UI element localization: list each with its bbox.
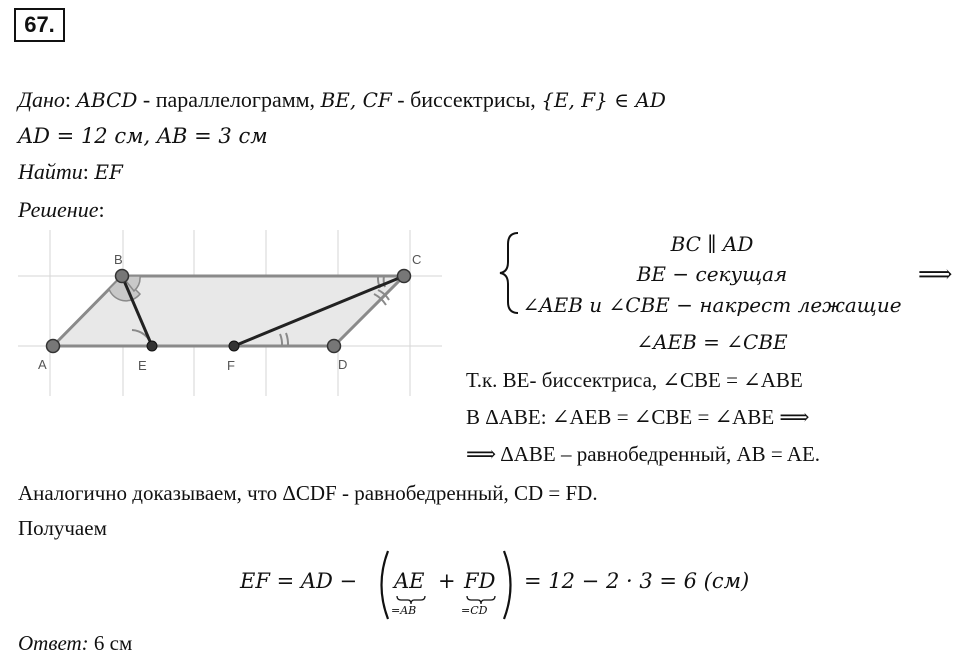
under-ae: =AB xyxy=(391,604,417,617)
under-fd: =CD xyxy=(461,604,488,617)
system-line-2: BE − секущая xyxy=(636,262,788,286)
label-c: C xyxy=(412,252,422,267)
formula-left: EF = AD − xyxy=(240,569,358,593)
given-desc-2: - биссектрисы, xyxy=(391,87,542,112)
step-3: ⟹ ΔABE – равнобедренный, AB = AE. xyxy=(466,442,821,466)
formula-open-paren xyxy=(372,549,392,621)
answer-line xyxy=(18,629,132,657)
formula-ae: AE xyxy=(394,569,425,593)
point-b xyxy=(116,270,129,283)
answer-label: Ответ: xyxy=(18,631,89,655)
step-1: Т.к. BE- биссектриса, ∠CBE = ∠ABE xyxy=(466,368,803,392)
system-line-3: ∠AEB и ∠CBE − накрест лежащие xyxy=(522,293,902,317)
analog-line: Аналогично доказываем, что ΔCDF - равнобедренный, CD = FD. xyxy=(18,481,598,505)
point-a xyxy=(47,340,60,353)
given-label: Дано xyxy=(18,87,65,112)
given-line-2: AD = 12 см, AB = 3 см xyxy=(18,124,268,148)
given-bisectors: BE, CF xyxy=(320,88,392,112)
underbrace-fd xyxy=(466,592,496,602)
label-b: B xyxy=(114,252,123,267)
formula-fd: FD xyxy=(464,569,496,593)
figure-svg xyxy=(18,230,442,396)
label-a: A xyxy=(38,357,47,372)
parallelogram-figure xyxy=(18,230,442,396)
answer-value: 6 см xyxy=(93,631,133,655)
step-2: В ΔABE: ∠AEB = ∠CBE = ∠ABE ⟹ xyxy=(466,405,810,429)
solution-label: Решение xyxy=(18,197,99,222)
point-c xyxy=(398,270,411,283)
find-line: Найти: EF xyxy=(18,159,123,184)
given-line-1: Дано: ABCD - параллелограмм, BE, CF - биссектрисы, {E, F} ∈ AD xyxy=(18,87,666,112)
label-d: D xyxy=(338,357,348,372)
given-points: {E, F} ∈ AD xyxy=(541,88,666,112)
given-figure: ABCD xyxy=(76,88,138,112)
label-e: E xyxy=(138,358,147,373)
point-e xyxy=(147,341,157,351)
problem-number: 67. xyxy=(14,8,65,42)
formula-right: = 12 − 2 · 3 = 6 (см) xyxy=(524,569,750,593)
label-f: F xyxy=(227,358,235,373)
obtain-line: Получаем xyxy=(18,516,107,540)
open-paren-icon xyxy=(372,549,392,621)
underbrace-ae xyxy=(396,592,426,602)
point-d xyxy=(328,340,341,353)
close-paren-icon xyxy=(500,549,520,621)
given-desc: - параллелограмм, xyxy=(137,87,321,112)
solution-line: Решение: xyxy=(18,197,105,222)
find-label: Найти xyxy=(18,159,83,184)
find-value: EF xyxy=(94,160,123,184)
formula-close-paren xyxy=(500,549,520,621)
point-f xyxy=(229,341,239,351)
system-implies: ⟹ xyxy=(918,260,953,288)
formula-plus: + xyxy=(438,569,456,593)
system-result: ∠AEB = ∠CBE xyxy=(636,330,788,354)
system-line-1: BC ∥ AD xyxy=(670,232,754,256)
